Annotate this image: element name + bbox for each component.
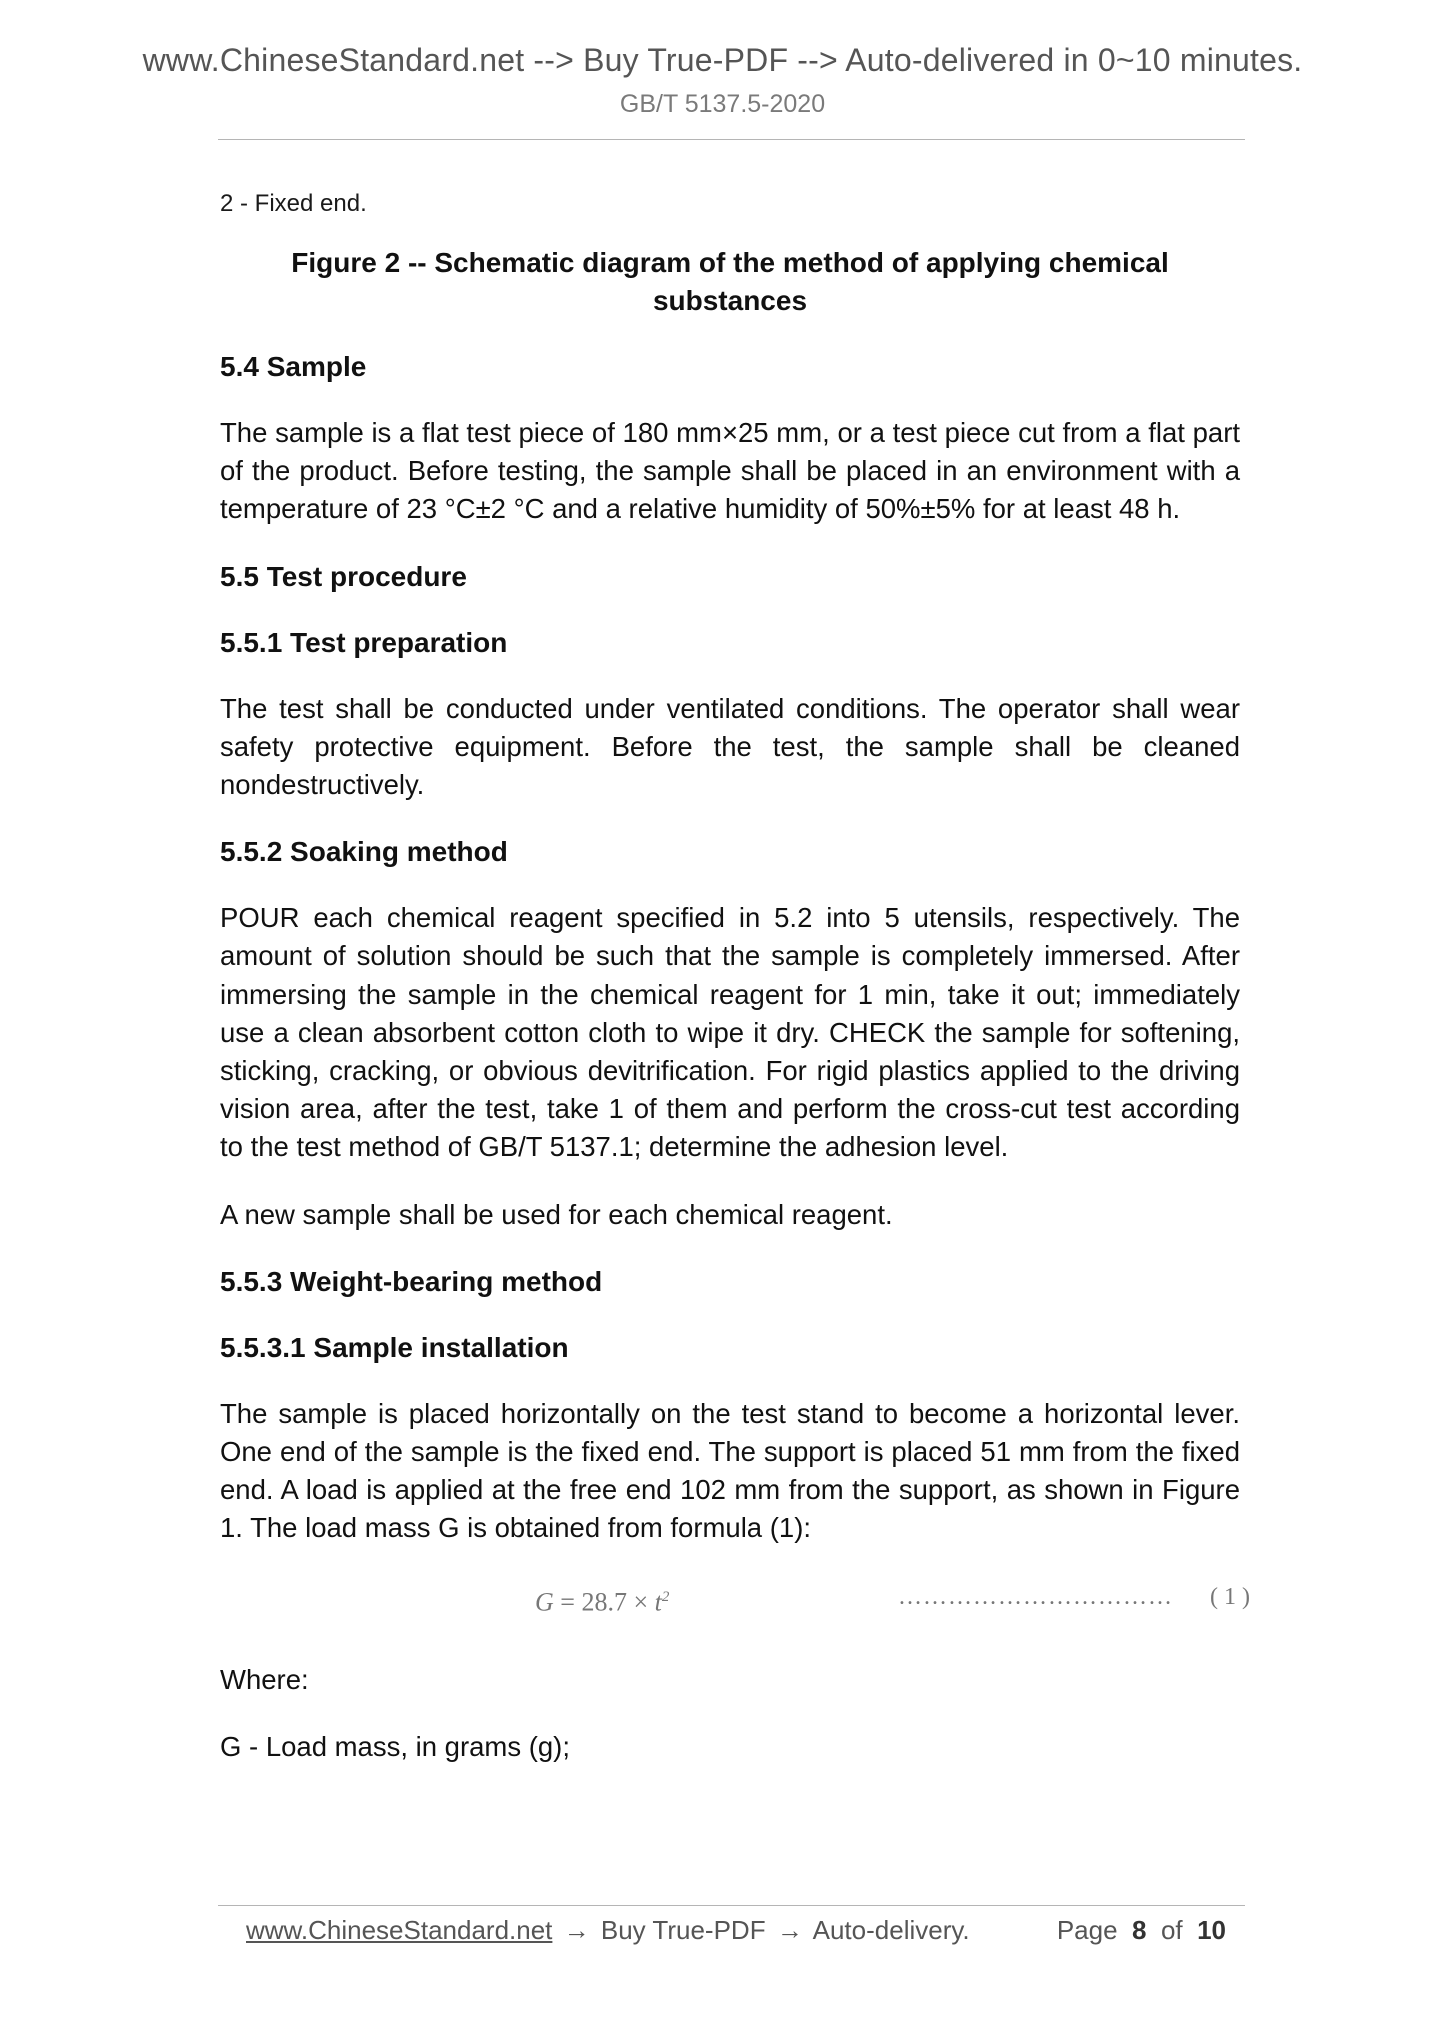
page-footer bbox=[246, 1910, 1226, 1950]
footer-arrow-icon-2: → bbox=[776, 1915, 803, 1945]
formula-equals: = 28.7 × bbox=[553, 1587, 655, 1617]
section-heading-5-5-1: 5.5.1 Test preparation bbox=[220, 626, 508, 658]
section-heading-5-5-3-1: 5.5.3.1 Sample installation bbox=[220, 1331, 569, 1363]
figure-caption-line-2: substances bbox=[652, 285, 808, 316]
formula-lhs: G bbox=[535, 1587, 554, 1617]
section-heading-5-5: 5.5 Test procedure bbox=[220, 560, 467, 592]
header-site-banner: www.ChineseStandard.net --> Buy True-PDF --> Auto-delivered in 0~10 minutes. bbox=[142, 42, 1303, 78]
section-5-5-3-1-paragraph: The sample is placed horizontally on the test stand to become a horizontal lever. One end of the sample is the fixed end. The support is placed 51 mm from the fixed end. A load is applied at the free end 102 mm from the support, as shown in Figure 1. The load mass G is obtained from formula (1): bbox=[220, 1397, 1240, 1544]
section-heading-5-4: 5.4 Sample bbox=[220, 351, 367, 382]
figure-caption bbox=[220, 244, 1240, 320]
formula-leader-dots: …………………………… bbox=[898, 1583, 1173, 1610]
formula-number: ( 1 ) bbox=[1210, 1583, 1250, 1610]
current-page-number: 8 bbox=[1132, 1915, 1147, 1945]
header-standard-number: GB/T 5137.5-2020 bbox=[619, 90, 826, 118]
section-5-5-1-paragraph: The test shall be conducted under ventilated conditions. The operator shall wear safety protective equipment. Before the test, the sample shall be cleaned nondestructively. bbox=[220, 692, 1240, 801]
total-pages: 10 bbox=[1197, 1915, 1226, 1945]
section-5-5-2-paragraph-2: A new sample shall be used for each chemical reagent. bbox=[220, 1198, 893, 1230]
footer-buy-text: Buy True-PDF bbox=[600, 1915, 766, 1945]
page-indicator bbox=[1057, 1910, 1226, 1950]
figure-caption-line-1: Figure 2 -- Schematic diagram of the method of applying chemical bbox=[291, 247, 1169, 278]
figure-legend-item: 2 - Fixed end. bbox=[220, 190, 367, 217]
section-5-4-paragraph: The sample is a flat test piece of 180 mm×25 mm, or a test piece cut from a flat part of the product. Before testing, the sample shall be placed in an environment with a temperature of 23 °C±2 °C and a relative humidity of 50%±5% for at least 48 h. bbox=[220, 417, 1240, 525]
where-definition-g: G - Load mass, in grams (g); bbox=[220, 1730, 570, 1762]
formula-expression bbox=[535, 1577, 669, 1623]
footer-divider bbox=[218, 1905, 1245, 1906]
of-word: of bbox=[1160, 1915, 1183, 1945]
page-header bbox=[0, 40, 1445, 120]
header-divider bbox=[218, 139, 1245, 140]
where-label: Where: bbox=[220, 1663, 309, 1695]
formula-1 bbox=[220, 1577, 1250, 1621]
footer-arrow-icon: → bbox=[563, 1915, 590, 1945]
document-content bbox=[220, 186, 1250, 1795]
section-5-5-2-paragraph-1: POUR each chemical reagent specified in 5.2 into 5 utensils, respectively. The amount of solution should be such that the sample is completely immersed. After immersing the sample in the chemical reagent for 1 min, take it out; immediately use a clean absorbent cotton cloth to wipe it dry. CHECK the sample for softening, sticking, cracking, or obvious devitrification. For rigid plastics applied to the driving vision area, after the test, take 1 of them and perform the cross-cut test according to the test method of GB/T 5137.1; determine the adhesion level. bbox=[220, 902, 1240, 1163]
section-heading-5-5-2: 5.5.2 Soaking method bbox=[220, 836, 508, 868]
formula-exponent: 2 bbox=[661, 1588, 670, 1605]
footer-site-link[interactable]: www.ChineseStandard.net bbox=[246, 1915, 553, 1945]
footer-delivery-text: Auto-delivery. bbox=[812, 1915, 970, 1945]
formula-variable: t bbox=[654, 1587, 662, 1617]
section-heading-5-5-3: 5.5.3 Weight-bearing method bbox=[220, 1265, 603, 1297]
page-word: Page bbox=[1056, 1915, 1118, 1945]
